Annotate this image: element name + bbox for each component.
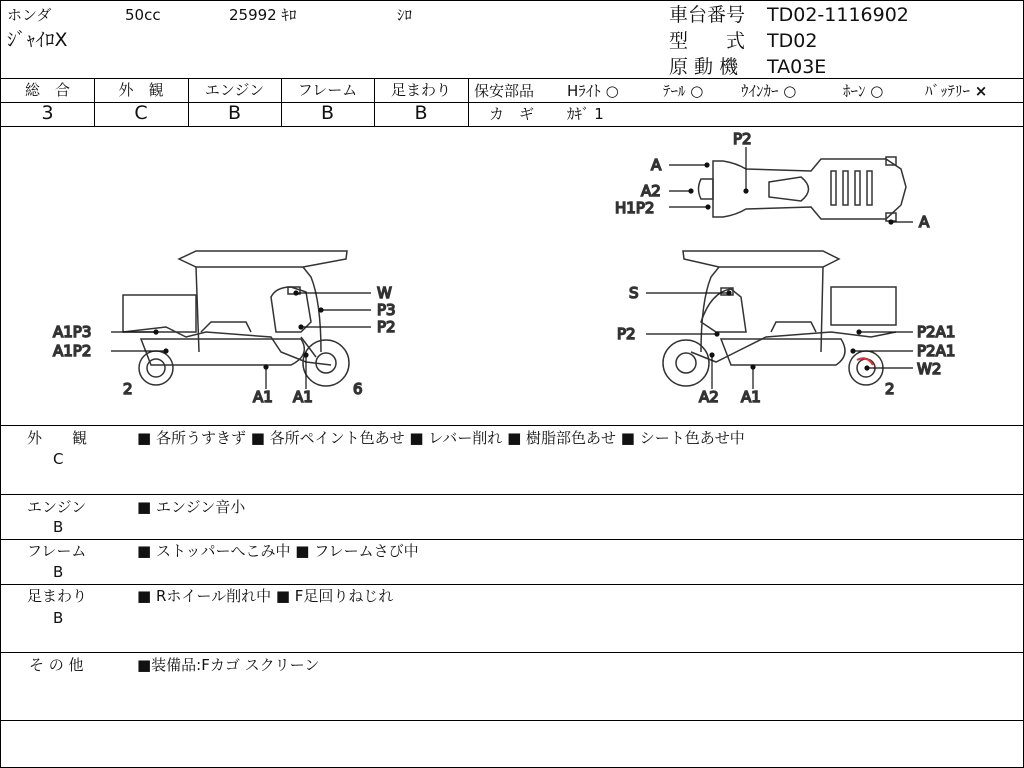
damage-diagram (1, 127, 1023, 425)
status-mark: × (974, 82, 988, 100)
label-p2a1: P2A1 (917, 342, 956, 360)
label-s: S (629, 284, 639, 302)
note-suspension-text: ■ Rホイール削れ中 ■ F足回りねじれ (137, 587, 394, 605)
note-frame-category: フレーム (27, 542, 87, 560)
grade-overall-label: 総 合 (24, 81, 70, 99)
safety-title: 保安部品 (474, 82, 535, 100)
label-a1: A1 (293, 388, 313, 406)
label-a: A (919, 213, 930, 231)
divider (1, 78, 1023, 79)
label-a1p2: A1P2 (53, 342, 92, 360)
key-label: カ ギ (489, 105, 535, 123)
label-p3: P3 (377, 301, 396, 319)
label-p2: P2 (733, 130, 752, 148)
note-frame-text: ■ ストッパーへこみ中 ■ フレームさび中 (137, 542, 419, 560)
type-label: 型 式 (669, 30, 746, 52)
note-exterior-grade: C (53, 450, 64, 468)
divider (1, 494, 1023, 495)
scooter-right-view (646, 251, 913, 389)
status-mark: ○ (783, 82, 797, 100)
color: ｼﾛ (397, 6, 413, 24)
grade-engine-value: B (227, 102, 242, 124)
displacement: 50cc (125, 6, 161, 24)
note-other-category: そ の 他 (29, 656, 84, 674)
mileage: 25992 ｷﾛ (229, 6, 297, 24)
scooter-diagram-svg (1, 127, 1023, 425)
scooter-left-view (111, 251, 371, 389)
grade-overall-value: 3 (41, 102, 54, 124)
label-6: 6 (353, 380, 363, 398)
label-a2: A2 (699, 388, 719, 406)
scooter-top-view (669, 147, 913, 224)
label-2: 2 (885, 380, 895, 398)
frame-no-label: 車台番号 (669, 4, 746, 26)
note-engine-category: エンジン (27, 498, 87, 516)
grade-suspension-value: B (414, 102, 428, 124)
label-p2: P2 (617, 325, 636, 343)
note-engine-text: ■ エンジン音小 (137, 498, 246, 516)
note-engine-grade: B (53, 518, 64, 536)
safety-item-battery: ﾊﾞｯﾃﾘｰ × (925, 82, 988, 100)
divider (1, 584, 1023, 585)
grade-suspension-label: 足まわり (390, 81, 451, 99)
status-mark: ○ (690, 82, 704, 100)
label-a1: A1 (741, 388, 761, 406)
grade-engine-label: エンジン (204, 81, 265, 99)
type-value: TD02 (767, 30, 818, 52)
label-a1: A1 (253, 388, 273, 406)
note-exterior-category: 外 観 (27, 429, 88, 447)
status-mark: ○ (870, 82, 884, 100)
divider (1, 720, 1023, 721)
grade-exterior-label: 外 観 (118, 81, 164, 99)
label-w2: W2 (917, 360, 942, 378)
safety-item-winker: ｳｲﾝｶｰ ○ (741, 82, 797, 100)
grade-frame-label: フレーム (297, 81, 358, 99)
model-name: ｼﾞｬｲﾛX (7, 29, 68, 51)
divider (1, 652, 1023, 653)
grade-exterior-value: C (134, 102, 148, 124)
label-p2a1: P2A1 (917, 323, 956, 341)
label-p2: P2 (377, 318, 396, 336)
frame-no: TD02-1116902 (767, 4, 909, 26)
label-a: A (651, 156, 662, 174)
note-suspension-grade: B (53, 609, 64, 627)
engine-label: 原 動 機 (669, 56, 739, 78)
note-other-text: ■装備品:Fカゴ スクリーン (137, 656, 320, 674)
divider (1, 539, 1023, 540)
safety-item-headlight: Hﾗｲﾄ ○ (567, 82, 619, 100)
note-suspension-category: 足まわり (27, 587, 88, 605)
maker: ホンダ (7, 6, 52, 24)
status-mark: ○ (605, 82, 619, 100)
label-h1p2: H1P2 (615, 199, 655, 217)
engine-value: TA03E (767, 56, 827, 78)
label-a1p3: A1P3 (53, 323, 92, 341)
label-w: W (377, 284, 392, 302)
grade-frame-value: B (320, 102, 335, 124)
divider (1, 425, 1023, 426)
key-value: ｶｷﾞ 1 (567, 105, 604, 123)
note-exterior-text: ■ 各所うすきず ■ 各所ペイント色あせ ■ レバー削れ ■ 樹脂部色あせ ■ シート色あせ中 (137, 429, 745, 447)
safety-item-horn: ﾎｰﾝ ○ (843, 82, 884, 100)
note-frame-grade: B (53, 563, 64, 581)
label-2: 2 (123, 380, 133, 398)
label-a2: A2 (641, 182, 661, 200)
safety-item-tail: ﾃｰﾙ ○ (663, 82, 704, 100)
